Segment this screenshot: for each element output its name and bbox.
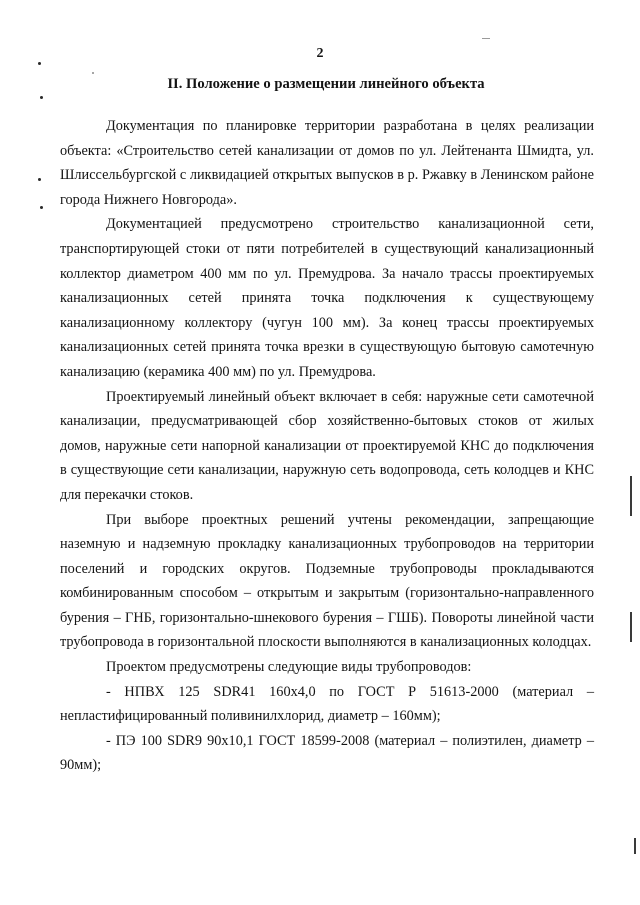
paragraph: Проектируемый линейный объект включает в себя: наружные сети самотечной канализации, предусматривающей сбор хозяйственно-бытовых стоков от жилых домов, наружные сети напорной канализации от проектируемой КНС до подключения в существующие сети канализации, наружную сеть водопровода, сеть колодцев и КНС для перекачки стоков.	[60, 388, 594, 503]
list-item: - НПВХ 125 SDR41 160х4,0 по ГОСТ Р 51613-2000 (материал – непластифицированный поливинилхлорид, диаметр – 160мм);	[60, 683, 594, 725]
scan-speck	[40, 206, 43, 209]
section-heading: II. Положение о размещении линейного объекта	[167, 76, 485, 92]
scan-speck	[38, 178, 41, 181]
scan-edge-mark	[634, 838, 636, 854]
scan-edge-mark	[482, 38, 490, 39]
body-text	[60, 114, 594, 778]
scan-edge-mark	[630, 476, 632, 516]
scan-edge-mark	[630, 612, 632, 642]
page-number: 2	[316, 46, 324, 61]
scan-speck	[38, 62, 41, 65]
paragraph: При выборе проектных решений учтены рекомендации, запрещающие наземную и надземную прокладку канализационных трубопроводов на территории поселений и городских округов. Подземные трубопроводы прокладываются комбинированным способом – открытым и закрытым (горизонтально-направленного бурения – ГНБ, горизонтально-шнекового бурения – ГШБ). Повороты линейной части трубопровода в горизонтальной плоскости выполняются в канализационных колодцах.	[60, 511, 594, 651]
paragraph: Документацией предусмотрено строительство канализационной сети, транспортирующей стоки от пяти потребителей в существующий канализационный коллектор диаметром 400 мм по ул. Премудрова. За начало трассы проектируемых канализационных сетей принята точка подключения к существующему канализационному коллектору (чугун 100 мм). За конец трассы проектируемых канализационных сетей принята точка врезки в существующую бытовую самотечную канализацию (керамика 400 мм) по ул. Премудрова.	[60, 216, 594, 380]
paragraph: Документация по планировке территории разработана в целях реализации объекта: «Строительство сетей канализации от домов по ул. Лейтенанта Шмидта, ул. Шлиссельбургской с ликвидацией открытых выпусков в р. Ржавку в Ленинском районе города Нижнего Новгорода».	[60, 118, 594, 208]
scan-speck	[92, 72, 94, 74]
list-item: - ПЭ 100 SDR9 90х10,1 ГОСТ 18599-2008 (материал – полиэтилен, диаметр – 90мм);	[60, 732, 594, 774]
paragraph: Проектом предусмотрены следующие виды трубопроводов:	[106, 659, 472, 676]
scan-speck	[40, 96, 43, 99]
